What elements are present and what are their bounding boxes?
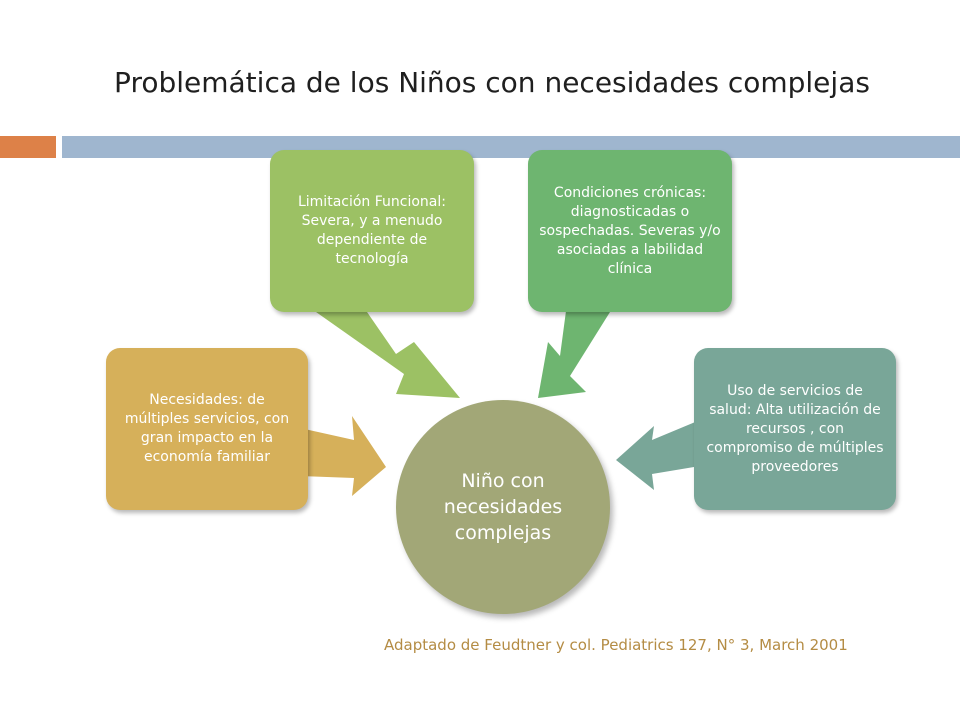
node-functional-limitation-text: Limitación Funcional: Severa, y a menudo dependiente de tecnología	[297, 194, 446, 267]
arrow-left	[300, 416, 386, 496]
arrow-right	[616, 420, 700, 490]
node-chronic-conditions	[528, 150, 732, 312]
center-node	[396, 400, 610, 614]
center-node-label: Niño con necesidades complejas	[443, 470, 563, 544]
node-chronic-conditions-text: Condiciones crónicas: diagnosticadas o sospechadas. Severas y/o asociadas a labilidad clínica	[539, 184, 721, 277]
citation: Adaptado de Feudtner y col. Pediatrics 127, N° 3, March 2001	[384, 636, 848, 654]
node-needs-text: Necesidades: de múltiples servicios, con gran impacto en la economía familiar	[124, 392, 290, 465]
node-needs	[106, 348, 308, 510]
node-functional-limitation	[270, 150, 474, 312]
node-health-services-text: Uso de servicios de salud: Alta utilización de recursos , con compromiso de múltiples proveedores	[706, 382, 884, 475]
slide-title: Problemática de los Niños con necesidades complejas	[114, 66, 870, 99]
node-health-services	[694, 348, 896, 510]
